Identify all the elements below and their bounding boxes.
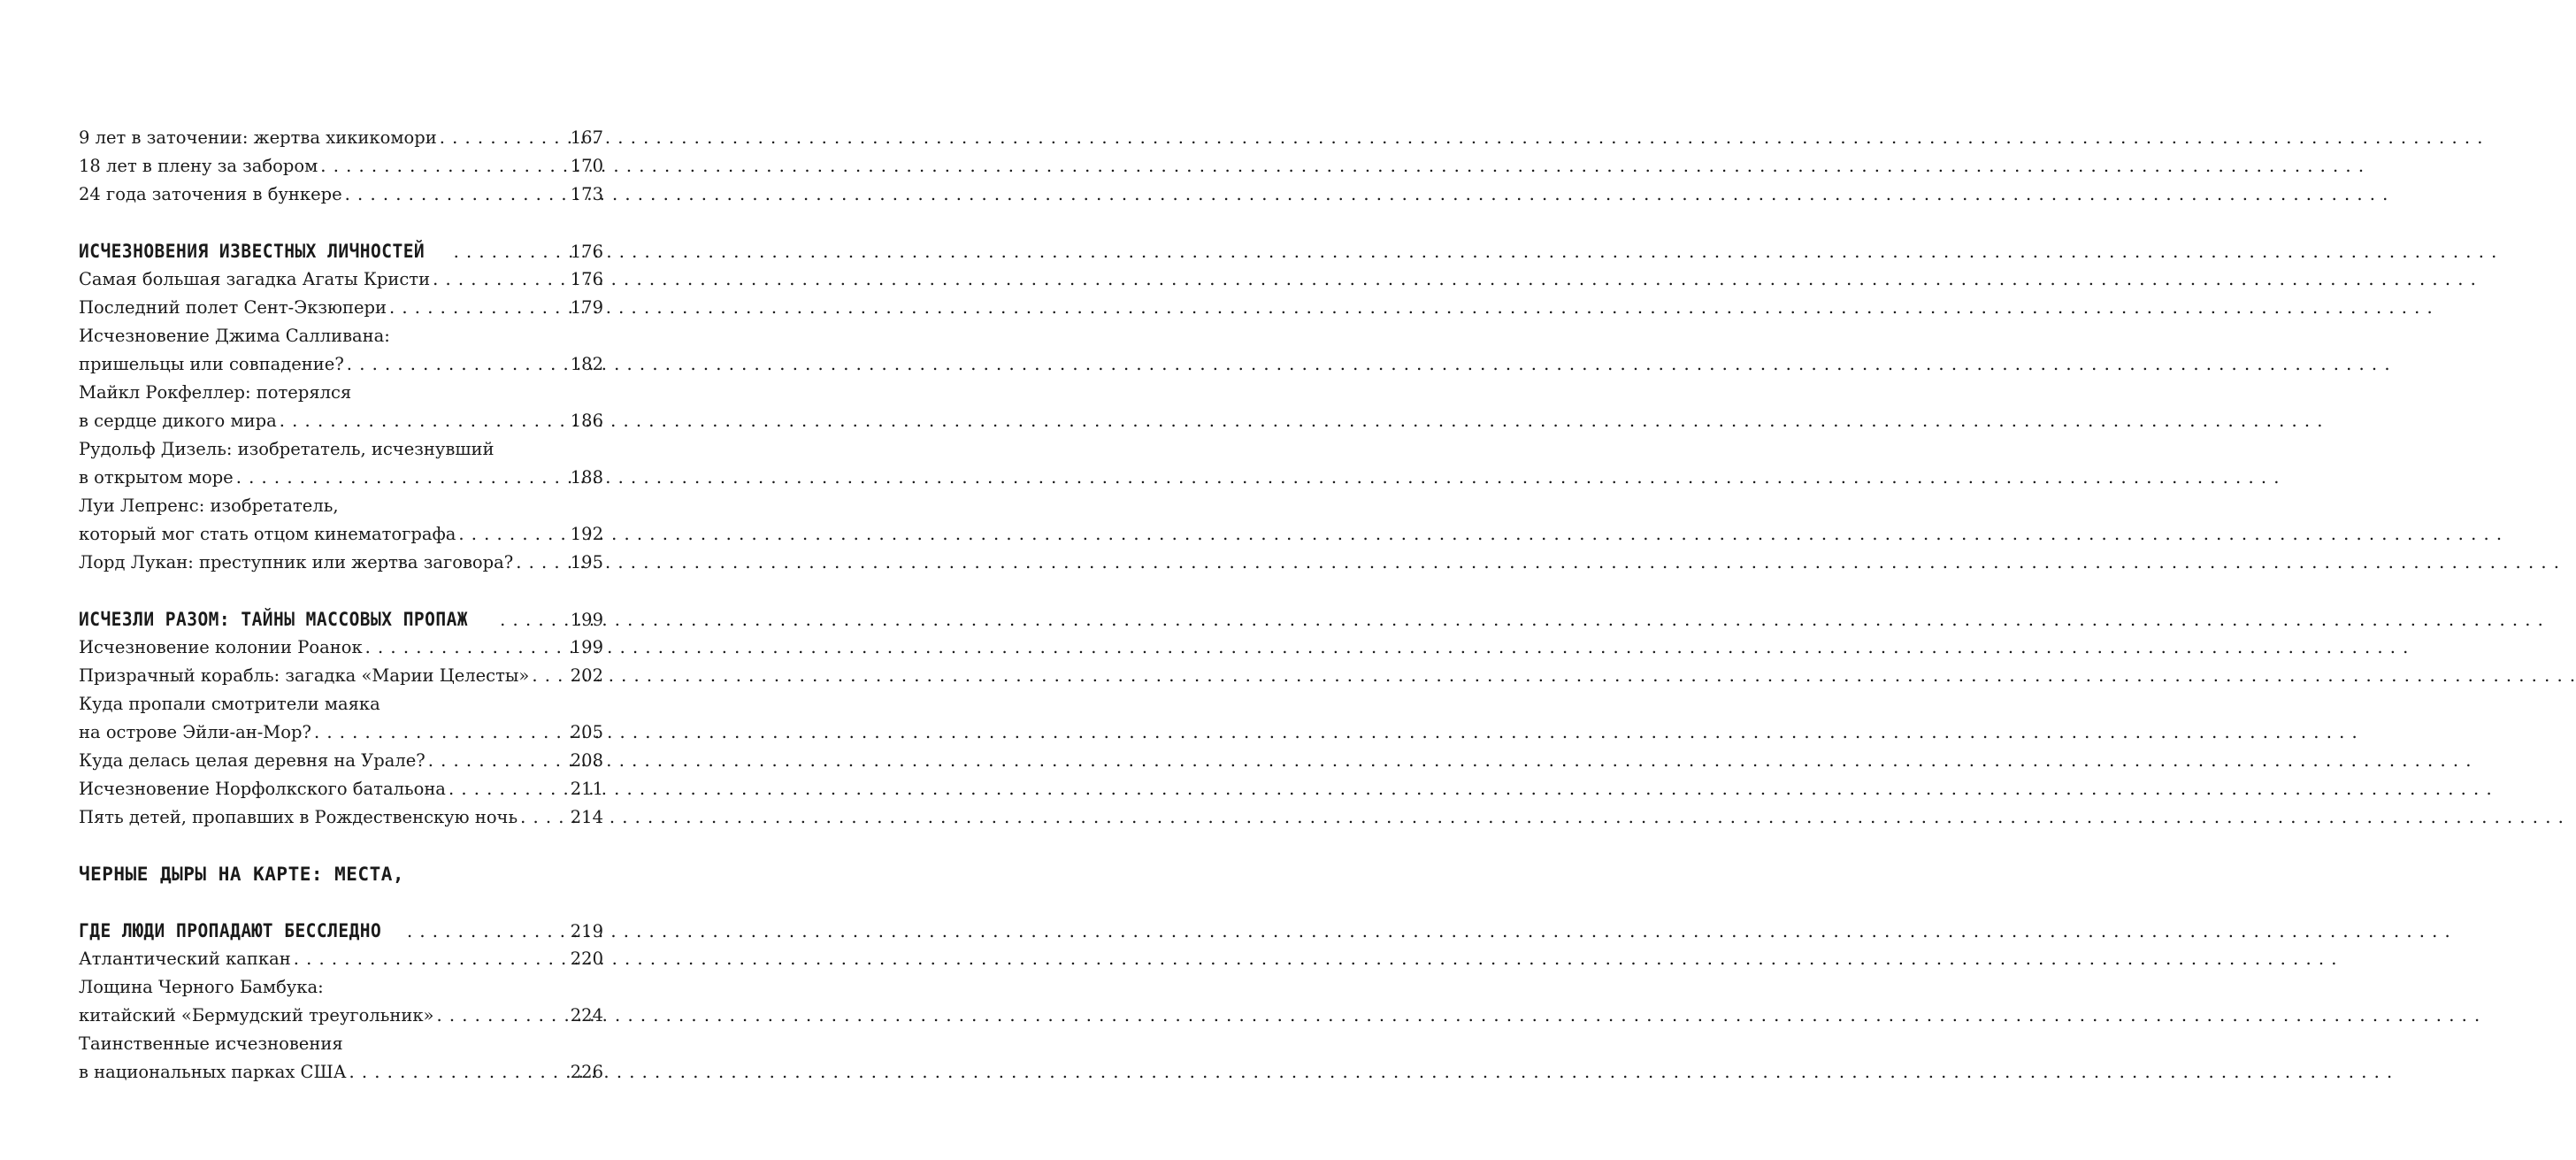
toc-entry-title-line[interactable]: Майкл Рокфеллер: потерялся	[79, 382, 352, 403]
toc-entry[interactable]	[79, 265, 603, 294]
toc-page-number: 186	[570, 411, 603, 431]
dot-leader	[280, 407, 568, 435]
toc-page-number: 176	[570, 269, 603, 289]
dot-leader	[236, 464, 568, 492]
dot-leader	[345, 181, 568, 209]
toc-entry[interactable]	[79, 1002, 603, 1030]
toc-page-number: 179	[570, 297, 603, 318]
toc-entry[interactable]	[79, 181, 603, 209]
dot-leader	[428, 747, 568, 775]
dot-leader	[320, 152, 567, 181]
dot-leader	[436, 1002, 567, 1030]
toc-page-number: 211	[570, 779, 603, 799]
toc-entry-title: на острове Эйли-ан-Мор?	[79, 722, 311, 742]
toc-section-heading[interactable]	[79, 237, 603, 265]
toc-section-heading[interactable]	[79, 605, 603, 634]
toc-page-number: 224	[570, 1005, 603, 1026]
toc-entry-title: 18 лет в плену за забором	[79, 156, 318, 176]
toc-entry-title-line[interactable]: Таинственные исчезновения	[79, 1033, 343, 1054]
toc-page-number: 188	[570, 467, 603, 488]
toc-entry-title: Исчезновение Норфолкского батальона	[79, 779, 446, 799]
toc-entry-title-line[interactable]: Рудольф Дизель: изобретатель, исчезнувший	[79, 439, 494, 459]
section-title: ИСЧЕЗЛИ РАЗОМ: ТАЙНЫ МАССОВЫХ ПРОПАЖ	[79, 609, 469, 630]
dot-leader	[458, 520, 567, 549]
toc-entry[interactable]	[79, 464, 603, 492]
dot-leader	[516, 549, 568, 577]
toc-entry-title-line[interactable]: Лощина Черного Бамбука:	[79, 977, 324, 997]
dot-leader	[407, 918, 568, 946]
toc-entry[interactable]	[79, 407, 603, 435]
section-title-line[interactable]: ЧЕРНЫЕ ДЫРЫ НА КАРТЕ: МЕСТА,	[79, 864, 405, 885]
toc-page-number: 195	[570, 552, 603, 572]
toc-entry-title: Призрачный корабль: загадка «Марии Целесты»	[79, 665, 530, 686]
toc-entry[interactable]	[79, 803, 603, 832]
toc-page-number: 176	[570, 242, 603, 262]
dot-leader	[347, 350, 568, 379]
toc-entry[interactable]	[79, 152, 603, 181]
toc-entry[interactable]	[79, 549, 603, 577]
toc-entry-title: 24 года заточения в бункере	[79, 184, 342, 204]
toc-page-number: 173	[570, 184, 603, 204]
toc-entry-title: в открытом море	[79, 467, 234, 488]
dot-leader	[440, 124, 568, 152]
toc-entry-title: Самая большая загадка Агаты Кристи	[79, 269, 431, 289]
toc-entry[interactable]	[79, 1058, 603, 1087]
dot-leader	[448, 775, 568, 803]
toc-entry[interactable]	[79, 662, 603, 690]
toc-entry-title: в национальных парках США	[79, 1062, 347, 1082]
toc-entry[interactable]	[79, 350, 603, 379]
toc-entry[interactable]	[79, 775, 603, 803]
toc-entry-title-line[interactable]: Исчезновение Джима Салливана:	[79, 326, 390, 346]
toc-entry-title: Пять детей, пропавших в Рождественскую ночь	[79, 807, 518, 827]
toc-page-number: 202	[570, 665, 603, 686]
dot-leader	[294, 945, 568, 973]
dot-leader	[532, 662, 567, 690]
dot-leader	[389, 294, 568, 322]
toc-entry[interactable]	[79, 634, 603, 662]
toc-entry-title-line[interactable]: Куда пропали смотрители маяка	[79, 694, 380, 714]
toc-page-number: 199	[570, 637, 603, 657]
dot-leader	[520, 803, 568, 832]
toc-entry-title: пришельцы или совпадение?	[79, 354, 344, 374]
toc-page-number: 226	[570, 1062, 603, 1082]
section-title: ГДЕ ЛЮДИ ПРОПАДАЮТ БЕССЛЕДНО	[79, 920, 382, 941]
toc-entry-title: Куда делась целая деревня на Урале?	[79, 750, 426, 771]
toc-entry[interactable]	[79, 747, 603, 775]
toc-entry-title-line[interactable]: Луи Лепренс: изобретатель,	[79, 495, 339, 516]
toc-entry[interactable]	[79, 718, 603, 747]
toc-entry[interactable]	[79, 124, 603, 152]
toc-section-heading[interactable]	[79, 917, 603, 945]
toc-entry-title: Последний полет Сент-Экзюпери	[79, 297, 387, 318]
toc-page-number: 182	[570, 354, 603, 374]
toc-page-number: 192	[570, 524, 603, 544]
toc-entry-title: который мог стать отцом кинематографа	[79, 524, 456, 544]
dot-leader	[454, 238, 568, 266]
toc-page-number: 205	[570, 722, 603, 742]
toc-page-number: 220	[570, 949, 603, 969]
dot-leader	[365, 634, 568, 662]
dot-leader	[500, 606, 568, 634]
toc-entry[interactable]	[79, 520, 603, 549]
toc-entry-title: китайский «Бермудский треугольник»	[79, 1005, 434, 1026]
toc-page-number: 199	[570, 610, 603, 630]
toc-page-number: 208	[570, 750, 603, 771]
toc-entry-title: в сердце дикого мира	[79, 411, 277, 431]
toc-entry[interactable]	[79, 945, 603, 973]
toc-entry-title: Атлантический капкан	[79, 949, 291, 969]
dot-leader	[433, 265, 568, 294]
table-of-contents	[79, 124, 603, 1087]
toc-page-number: 214	[570, 807, 603, 827]
toc-page-number: 170	[570, 156, 603, 176]
toc-entry-title: Исчезновение колонии Роанок	[79, 637, 363, 657]
toc-entry-title: Лорд Лукан: преступник или жертва заговора?	[79, 552, 514, 572]
toc-entry-title: 9 лет в заточении: жертва хикикомори	[79, 127, 437, 148]
toc-page-number: 167	[570, 127, 603, 148]
section-title: ИСЧЕЗНОВЕНИЯ ИЗВЕСТНЫХ ЛИЧНОСТЕЙ	[79, 241, 426, 262]
toc-entry[interactable]	[79, 294, 603, 322]
toc-page-number: 219	[570, 921, 603, 941]
dot-leader	[349, 1058, 567, 1087]
dot-leader	[314, 718, 568, 747]
